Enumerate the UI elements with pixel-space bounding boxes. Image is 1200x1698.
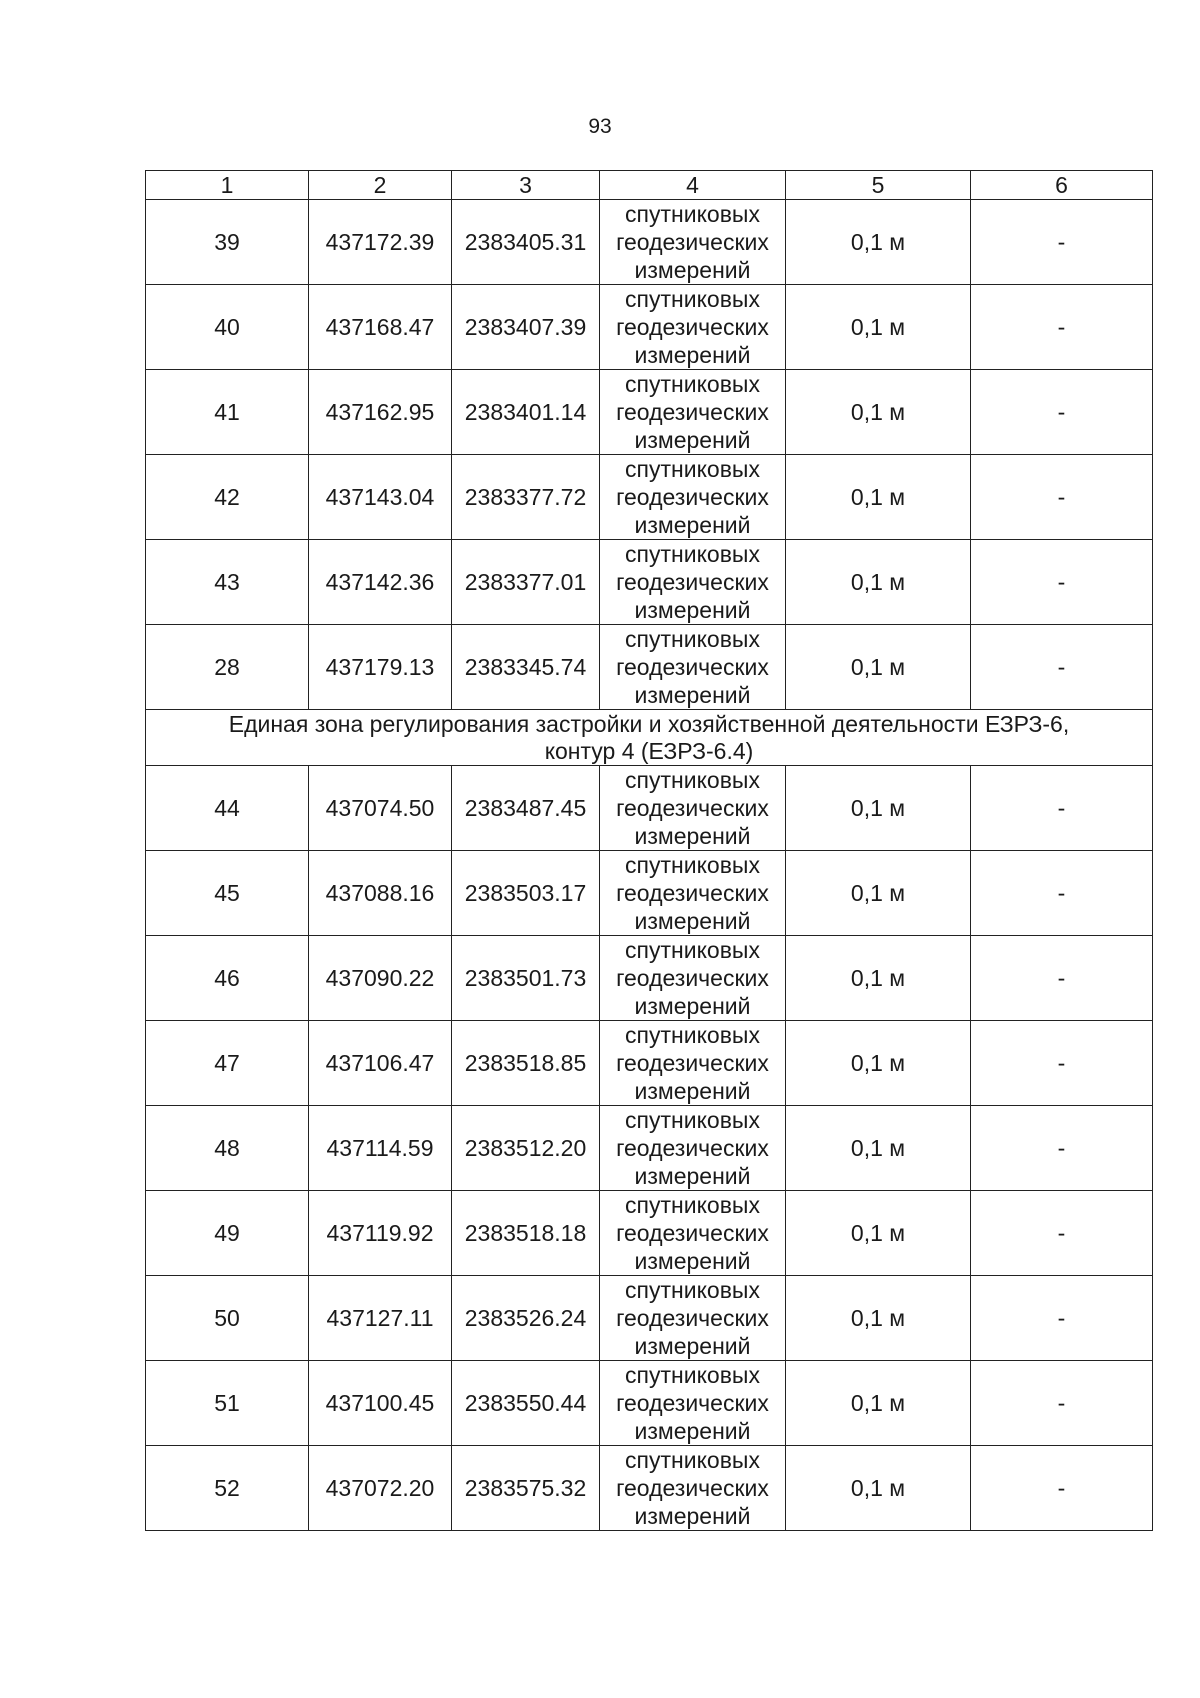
column-header: 6 (971, 171, 1153, 200)
note-cell: - (971, 1276, 1153, 1361)
x-coordinate-cell: 437072.20 (309, 1446, 452, 1531)
table-row (146, 851, 1153, 936)
section-row (146, 710, 1153, 766)
y-coordinate-cell: 2383377.01 (452, 540, 600, 625)
note-cell: - (971, 370, 1153, 455)
accuracy-cell: 0,1 м (786, 200, 971, 285)
point-number-cell: 39 (146, 200, 309, 285)
x-coordinate-cell: 437168.47 (309, 285, 452, 370)
point-number-cell: 46 (146, 936, 309, 1021)
note-cell: - (971, 200, 1153, 285)
x-coordinate-cell: 437179.13 (309, 625, 452, 710)
point-number-cell: 45 (146, 851, 309, 936)
accuracy-cell: 0,1 м (786, 1106, 971, 1191)
page-number: 93 (588, 115, 612, 138)
y-coordinate-cell: 2383575.32 (452, 1446, 600, 1531)
table-row (146, 455, 1153, 540)
point-number-cell: 52 (146, 1446, 309, 1531)
table-row (146, 766, 1153, 851)
point-number-cell: 43 (146, 540, 309, 625)
point-number-cell: 44 (146, 766, 309, 851)
y-coordinate-cell: 2383407.39 (452, 285, 600, 370)
point-number-cell: 50 (146, 1276, 309, 1361)
accuracy-cell: 0,1 м (786, 285, 971, 370)
x-coordinate-cell: 437090.22 (309, 936, 452, 1021)
y-coordinate-cell: 2383526.24 (452, 1276, 600, 1361)
accuracy-cell: 0,1 м (786, 936, 971, 1021)
x-coordinate-cell: 437172.39 (309, 200, 452, 285)
y-coordinate-cell: 2383501.73 (452, 936, 600, 1021)
table-row (146, 1446, 1153, 1531)
note-cell: - (971, 1106, 1153, 1191)
column-header: 4 (600, 171, 786, 200)
method-cell: спутниковых геодезических измерений (600, 766, 786, 851)
method-cell: спутниковых геодезических измерений (600, 1021, 786, 1106)
section-title-line-1: Единая зона регулирования застройки и хозяйственной деятельности ЕЗРЗ-6, (228, 710, 1070, 737)
y-coordinate-cell: 2383401.14 (452, 370, 600, 455)
section-title (146, 710, 1153, 766)
method-cell: спутниковых геодезических измерений (600, 370, 786, 455)
note-cell: - (971, 936, 1153, 1021)
section-title-line-2: контур 4 (ЕЗРЗ-6.4) (544, 737, 754, 764)
method-cell: спутниковых геодезических измерений (600, 285, 786, 370)
point-number-cell: 47 (146, 1021, 309, 1106)
method-cell: спутниковых геодезических измерений (600, 1446, 786, 1531)
note-cell: - (971, 625, 1153, 710)
table-row (146, 625, 1153, 710)
point-number-cell: 49 (146, 1191, 309, 1276)
x-coordinate-cell: 437127.11 (309, 1276, 452, 1361)
x-coordinate-cell: 437119.92 (309, 1191, 452, 1276)
y-coordinate-cell: 2383518.85 (452, 1021, 600, 1106)
y-coordinate-cell: 2383503.17 (452, 851, 600, 936)
x-coordinate-cell: 437162.95 (309, 370, 452, 455)
method-cell: спутниковых геодезических измерений (600, 1191, 786, 1276)
point-number-cell: 48 (146, 1106, 309, 1191)
accuracy-cell: 0,1 м (786, 1446, 971, 1531)
y-coordinate-cell: 2383550.44 (452, 1361, 600, 1446)
table-row (146, 1021, 1153, 1106)
table-row (146, 936, 1153, 1021)
method-cell: спутниковых геодезических измерений (600, 851, 786, 936)
x-coordinate-cell: 437100.45 (309, 1361, 452, 1446)
table-row (146, 1106, 1153, 1191)
x-coordinate-cell: 437106.47 (309, 1021, 452, 1106)
accuracy-cell: 0,1 м (786, 851, 971, 936)
y-coordinate-cell: 2383345.74 (452, 625, 600, 710)
accuracy-cell: 0,1 м (786, 540, 971, 625)
method-cell: спутниковых геодезических измерений (600, 1276, 786, 1361)
note-cell: - (971, 1361, 1153, 1446)
note-cell: - (971, 851, 1153, 936)
y-coordinate-cell: 2383405.31 (452, 200, 600, 285)
accuracy-cell: 0,1 м (786, 766, 971, 851)
method-cell: спутниковых геодезических измерений (600, 1106, 786, 1191)
note-cell: - (971, 455, 1153, 540)
y-coordinate-cell: 2383377.72 (452, 455, 600, 540)
x-coordinate-cell: 437142.36 (309, 540, 452, 625)
note-cell: - (971, 1191, 1153, 1276)
accuracy-cell: 0,1 м (786, 1191, 971, 1276)
coordinates-table (145, 170, 1153, 1531)
method-cell: спутниковых геодезических измерений (600, 200, 786, 285)
header-row (146, 171, 1153, 200)
accuracy-cell: 0,1 м (786, 1276, 971, 1361)
point-number-cell: 51 (146, 1361, 309, 1446)
x-coordinate-cell: 437074.50 (309, 766, 452, 851)
table-row (146, 1276, 1153, 1361)
column-header: 2 (309, 171, 452, 200)
y-coordinate-cell: 2383518.18 (452, 1191, 600, 1276)
method-cell: спутниковых геодезических измерений (600, 455, 786, 540)
column-header: 3 (452, 171, 600, 200)
table-row (146, 370, 1153, 455)
table-row (146, 1361, 1153, 1446)
table-row (146, 540, 1153, 625)
note-cell: - (971, 285, 1153, 370)
accuracy-cell: 0,1 м (786, 625, 971, 710)
note-cell: - (971, 766, 1153, 851)
y-coordinate-cell: 2383487.45 (452, 766, 600, 851)
method-cell: спутниковых геодезических измерений (600, 1361, 786, 1446)
point-number-cell: 28 (146, 625, 309, 710)
method-cell: спутниковых геодезических измерений (600, 936, 786, 1021)
note-cell: - (971, 1446, 1153, 1531)
table-row (146, 1191, 1153, 1276)
note-cell: - (971, 1021, 1153, 1106)
point-number-cell: 42 (146, 455, 309, 540)
column-header: 5 (786, 171, 971, 200)
accuracy-cell: 0,1 м (786, 455, 971, 540)
method-cell: спутниковых геодезических измерений (600, 540, 786, 625)
x-coordinate-cell: 437114.59 (309, 1106, 452, 1191)
method-cell: спутниковых геодезических измерений (600, 625, 786, 710)
note-cell: - (971, 540, 1153, 625)
point-number-cell: 40 (146, 285, 309, 370)
accuracy-cell: 0,1 м (786, 1021, 971, 1106)
table-row (146, 200, 1153, 285)
accuracy-cell: 0,1 м (786, 1361, 971, 1446)
accuracy-cell: 0,1 м (786, 370, 971, 455)
x-coordinate-cell: 437088.16 (309, 851, 452, 936)
table-row (146, 285, 1153, 370)
y-coordinate-cell: 2383512.20 (452, 1106, 600, 1191)
column-header: 1 (146, 171, 309, 200)
x-coordinate-cell: 437143.04 (309, 455, 452, 540)
point-number-cell: 41 (146, 370, 309, 455)
